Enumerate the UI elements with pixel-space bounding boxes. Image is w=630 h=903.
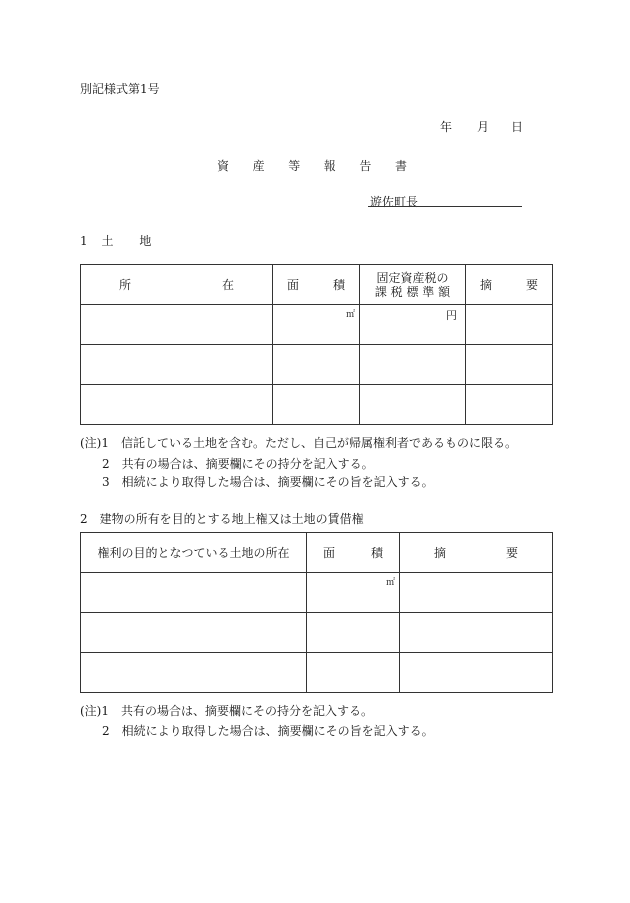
area-cell[interactable] <box>273 345 360 385</box>
area-cell[interactable] <box>307 653 400 693</box>
area-cell[interactable] <box>307 613 400 653</box>
section2-note: 2 相続により取得した場合は、摘要欄にその旨を記入する。 <box>102 724 434 738</box>
tax-unit: 円 <box>446 309 457 322</box>
area-unit: ㎡ <box>385 578 395 588</box>
purpose-location-cell[interactable] <box>81 653 307 693</box>
table-row <box>81 345 553 385</box>
form-label: 別記様式第1号 <box>80 82 160 96</box>
table-row <box>81 573 553 613</box>
title-char: 産 <box>252 159 265 173</box>
land-table <box>80 264 553 425</box>
section1-char: 土 <box>101 234 114 248</box>
tax-base-cell[interactable] <box>360 385 466 425</box>
section1-number: 1 <box>80 234 88 248</box>
title-char: 報 <box>323 159 336 173</box>
header-char: 摘 <box>434 546 447 560</box>
header-char: 摘 <box>480 278 493 292</box>
tax-base-cell[interactable] <box>360 345 466 385</box>
section1-char: 地 <box>139 234 152 248</box>
title-char: 告 <box>359 159 372 173</box>
header-tax-line2: 課 税 標 準 額 <box>374 284 451 299</box>
area-cell[interactable] <box>273 385 360 425</box>
section1-heading <box>80 232 151 249</box>
table-row <box>81 305 553 345</box>
date-month-label: 月 <box>477 120 490 134</box>
land-table-header <box>81 265 553 305</box>
header-char: 所 <box>119 278 132 292</box>
header-remarks <box>400 533 553 573</box>
remarks-cell[interactable] <box>466 305 553 345</box>
header-char: 積 <box>332 278 345 292</box>
purpose-location-cell[interactable] <box>81 613 307 653</box>
header-tax-line1: 固定資産税の <box>376 270 449 285</box>
date-day-label: 日 <box>511 120 524 134</box>
section1-note: 2 共有の場合は、摘要欄にその持分を記入する。 <box>102 457 374 471</box>
table-row <box>81 613 553 653</box>
header-char: 面 <box>323 546 336 560</box>
section1-note: 3 相続により取得した場合は、摘要欄にその旨を記入する。 <box>102 475 434 489</box>
area-cell[interactable] <box>307 573 400 613</box>
table-row <box>81 385 553 425</box>
header-char: 要 <box>525 278 538 292</box>
header-location <box>81 265 273 305</box>
remarks-cell[interactable] <box>400 613 553 653</box>
addressee-underline <box>368 191 522 207</box>
remarks-cell[interactable] <box>400 573 553 613</box>
leasehold-table-header <box>81 533 553 573</box>
header-char: 在 <box>221 278 234 292</box>
header-char: 要 <box>505 546 518 560</box>
remarks-cell[interactable] <box>466 345 553 385</box>
purpose-location-cell[interactable] <box>81 573 307 613</box>
remarks-cell[interactable] <box>400 653 553 693</box>
date-year-label: 年 <box>440 120 453 134</box>
header-area <box>273 265 360 305</box>
document-title <box>217 157 407 174</box>
remarks-cell[interactable] <box>466 385 553 425</box>
title-char: 書 <box>394 159 407 173</box>
section2-note: (注)1 共有の場合は、摘要欄にその持分を記入する。 <box>80 704 374 718</box>
leasehold-table <box>80 532 553 693</box>
header-tax-base <box>360 265 466 305</box>
title-char: 等 <box>288 159 301 173</box>
title-char: 資 <box>217 159 230 173</box>
area-unit: ㎡ <box>345 310 355 320</box>
addressee: 遊佐町長 <box>370 195 419 209</box>
header-char: 面 <box>287 278 300 292</box>
tax-base-cell[interactable] <box>360 305 466 345</box>
section1-note: (注)1 信託している土地を含む。ただし、自己が帰属権利者であるものに限る。 <box>80 436 518 450</box>
section2-heading: 2 建物の所有を目的とする地上権又は土地の賃借権 <box>80 512 364 526</box>
header-char: 積 <box>370 546 383 560</box>
header-purpose-location: 権利の目的となつている土地の所在 <box>81 533 307 573</box>
table-row <box>81 653 553 693</box>
location-cell[interactable] <box>81 345 273 385</box>
location-cell[interactable] <box>81 385 273 425</box>
header-area <box>307 533 400 573</box>
area-cell[interactable] <box>273 305 360 345</box>
header-remarks <box>466 265 553 305</box>
location-cell[interactable] <box>81 305 273 345</box>
